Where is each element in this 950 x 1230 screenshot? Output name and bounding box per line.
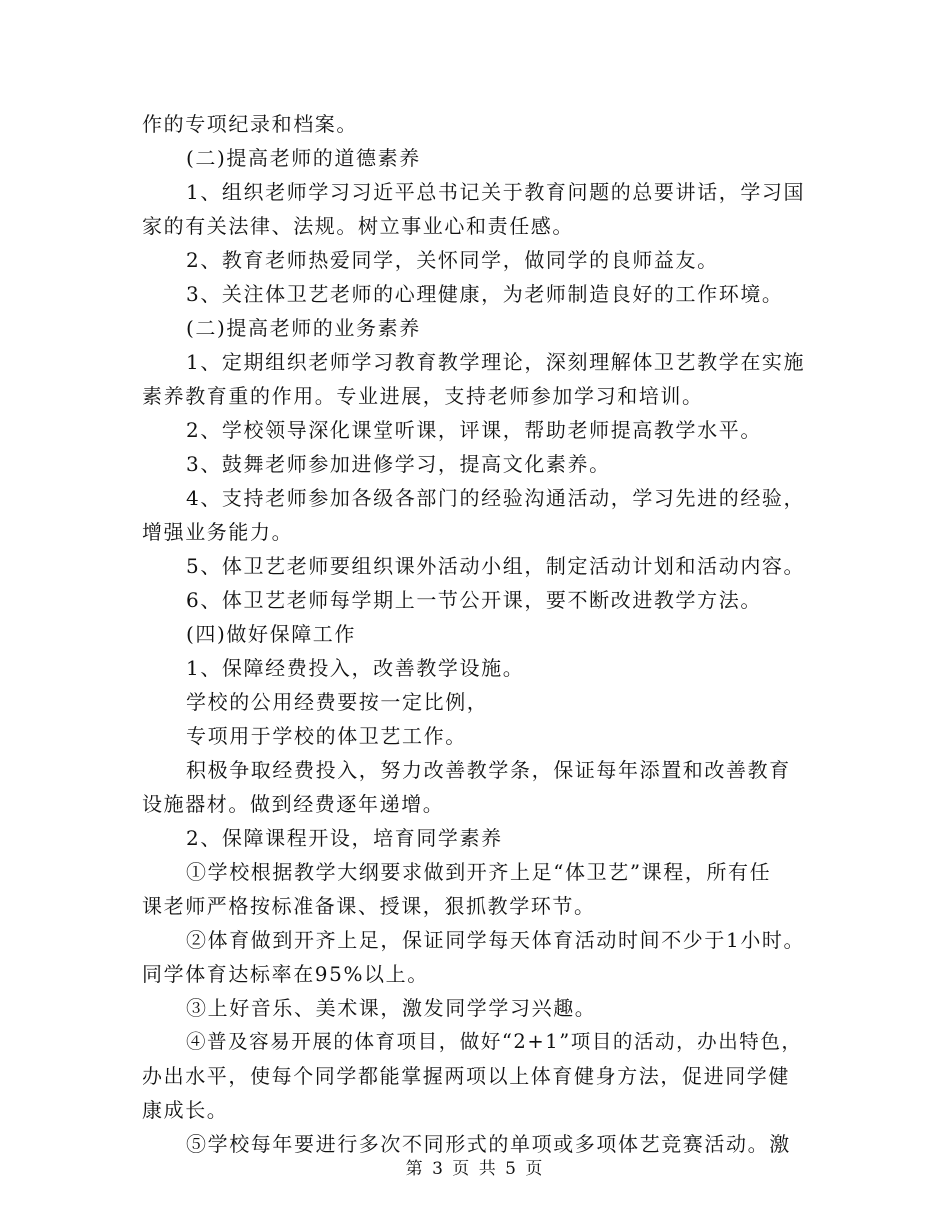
text-line: 2、保障课程开设，培育同学素养: [186, 826, 503, 850]
text-line: 1、保障经费投入，改善教学设施。: [186, 656, 525, 680]
text-line: 专项用于学校的体卫艺工作。: [186, 724, 467, 748]
text-line: 6、体卫艺老师每学期上一节公开课，要不断改进教学方法。: [186, 588, 762, 612]
text-line: 增强业务能力。: [142, 520, 294, 544]
section-heading: (二)提高老师的业务素养: [186, 316, 421, 340]
page-number-footer: 第 3 页 共 5 页: [405, 1159, 545, 1179]
text-line: 2、教育老师热爱同学，关怀同学，做同学的良师益友。: [186, 248, 719, 272]
text-line: 课老师严格按标准备课、授课，狠抓教学环节。: [142, 894, 596, 918]
text-line: 素养教育重的作用。专业进展，支持老师参加学习和培训。: [142, 384, 704, 408]
text-line: ②体育做到开齐上足，保证同学每天体育活动时间不少于1小时。: [186, 928, 806, 952]
text-line: 3、关注体卫艺老师的心理健康，为老师制造良好的工作环境。: [186, 282, 784, 306]
text-line: ③上好音乐、美术课，激发同学学习兴趣。: [186, 996, 597, 1020]
text-line: 1、定期组织老师学习教育教学理论，深刻理解体卫艺教学在实施: [186, 350, 806, 374]
text-line: 康成长。: [142, 1098, 229, 1122]
text-line: 作的专项纪录和档案。: [142, 112, 358, 136]
text-line: 积极争取经费投入，努力改善教学条，保证每年添置和改善教育: [186, 758, 791, 782]
text-line: 4、支持老师参加各级各部门的经验沟通活动，学习先进的经验，: [186, 486, 806, 510]
text-line: 5、体卫艺老师要组织课外活动小组，制定活动计划和活动内容。: [186, 554, 806, 578]
section-heading: (二)提高老师的道德素养: [186, 146, 421, 170]
text-line: 3、鼓舞老师参加进修学习，提高文化素养。: [186, 452, 611, 476]
text-line: 1、组织老师学习习近平总书记关于教育问题的总要讲话，学习国: [186, 180, 806, 204]
text-line: 办出水平，使每个同学都能掌握两项以上体育健身方法，促进同学健: [142, 1064, 790, 1088]
text-line: ④普及容易开展的体育项目，做好“2+1”项目的活动，办出特色，: [186, 1030, 803, 1053]
text-line: 同学体育达标率在95%以上。: [142, 962, 429, 986]
section-heading: (四)做好保障工作: [186, 622, 357, 646]
text-line: 2、学校领导深化课堂听课，评课，帮助老师提高教学水平。: [186, 418, 762, 442]
text-line: 设施器材。做到经费逐年递增。: [142, 792, 445, 816]
text-line: 学校的公用经费要按一定比例，: [186, 690, 489, 714]
text-line: 家的有关法律、法规。树立事业心和责任感。: [142, 214, 574, 238]
text-line: ①学校根据教学大纲要求做到开齐上足“体卫艺”课程，所有任: [186, 860, 772, 884]
text-line: ⑤学校每年要进行多次不同形式的单项或多项体艺竞赛活动。激: [186, 1132, 791, 1156]
